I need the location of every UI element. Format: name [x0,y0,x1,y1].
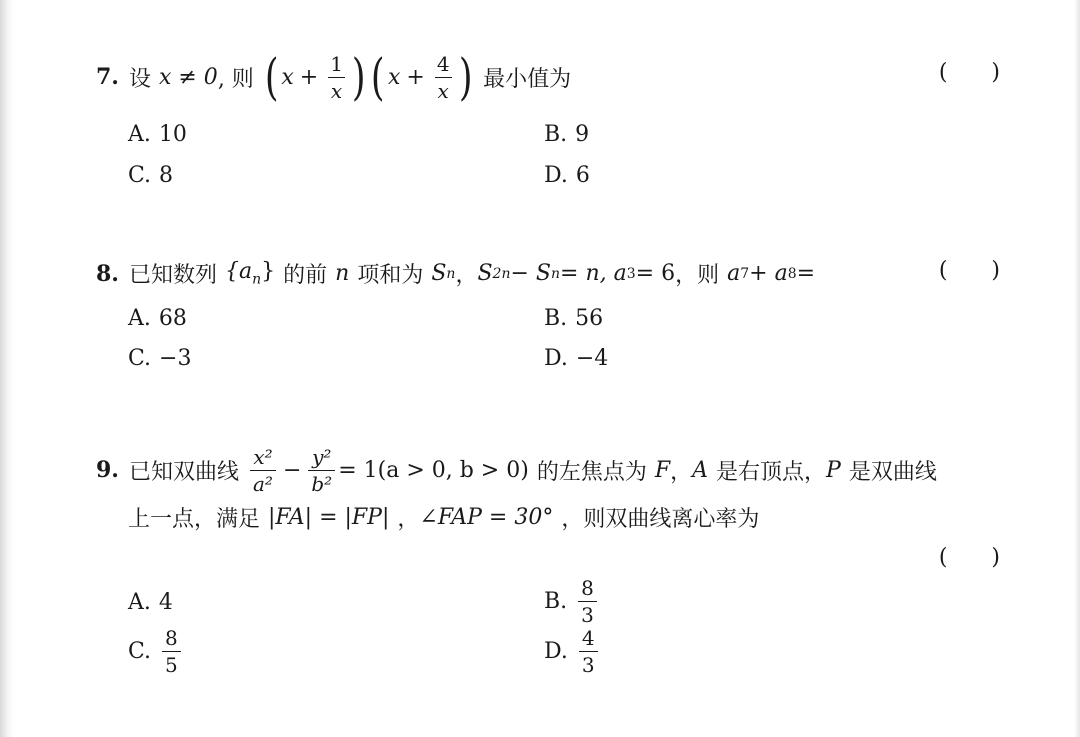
plus-sign: + [406,64,425,90]
question-number: 8. [96,260,119,287]
option-b[interactable] [544,578,600,625]
denominator: 3 [579,651,598,675]
paren-open: ( [938,258,948,283]
option-label: A. [128,590,151,615]
option-c[interactable] [128,628,184,675]
relation: S [477,261,493,286]
question-7-stem [96,42,1000,112]
question-number: 9. [96,457,119,483]
question-number: 7. [96,64,119,90]
expr-x: x [281,64,294,90]
answer-blank[interactable] [939,60,1000,85]
option-value: 6 [575,163,590,188]
subscript: 7 [740,265,750,282]
subscript: 3 [626,265,636,282]
paren-open: ( [938,60,948,85]
option-fraction [578,578,597,625]
option-fraction [579,628,598,675]
stem-text: , 则 [217,66,254,92]
expr-x: x [387,64,401,90]
stem-text: 的前 [283,263,328,288]
option-label: D. [544,346,568,371]
option-d[interactable] [544,163,590,188]
denominator: b² [308,470,335,494]
stem-text: 是双曲线 [848,459,937,485]
paren-close: ) [991,545,1000,570]
option-value: 68 [158,306,187,331]
stem-text: 已知双曲线 [128,459,239,485]
option-fraction [162,628,181,675]
question-9-line2 [96,502,1000,534]
numerator: 4 [581,626,595,650]
fraction-1-over-x [327,51,346,103]
seq-symbol: {a [224,259,253,285]
question-7 [96,42,1000,112]
left-paren: ( [371,48,386,106]
stem-text: ， [670,459,693,485]
option-label: C. [128,163,152,188]
stem-text: 上一点，满足 [128,507,261,532]
fraction-y2-over-b2 [308,444,335,496]
plus-sign: + [299,64,319,90]
var-s: S [431,261,447,286]
option-d[interactable] [544,346,608,371]
ask-expr: a [727,261,741,286]
option-label: D. [544,163,568,188]
stem-text: 的左焦点为 [536,459,647,485]
option-a[interactable] [128,590,173,615]
subscript: n [446,265,456,282]
option-label: A. [128,306,151,331]
minus-sign: − [282,457,302,483]
numerator: 1 [330,51,343,76]
page-edge-shadow-right [1074,0,1080,737]
var-n: n [335,261,350,286]
option-value: 4 [158,590,173,615]
option-label: B. [544,589,568,614]
option-label: C. [128,639,152,664]
paren-close: ) [991,60,1000,85]
question-8-stem [96,258,1000,289]
equation-condition: = 1(a > 0, b > 0) [338,457,529,483]
option-d[interactable] [544,628,601,675]
question-8 [96,258,1000,290]
stem-text: 是右顶点， [716,459,827,485]
relation: = 6 [635,261,676,286]
option-value: 56 [575,306,604,331]
stem-text: ， [397,507,420,532]
page-edge-shadow [0,0,14,737]
relation: − S [510,261,551,286]
option-a[interactable] [128,306,187,331]
denominator: 3 [578,601,597,625]
left-paren: ( [264,48,279,106]
numerator: 4 [436,51,450,76]
option-label: B. [544,306,568,331]
option-value: 9 [575,122,590,147]
stem-text: 已知数列 [128,263,217,288]
ask-expr: = [796,261,816,286]
option-b[interactable] [544,306,603,331]
option-value: −3 [159,346,192,371]
denominator: x [435,77,452,101]
angle-condition: ∠FAP = 30° [419,505,554,530]
option-c[interactable] [128,346,191,371]
fraction-4-over-x [434,51,453,103]
right-paren: ) [351,48,366,106]
option-label: A. [128,122,151,147]
question-9-stem-line2 [96,502,1000,533]
question-9-answer-row [96,545,1000,577]
option-a[interactable] [128,122,187,147]
question-9 [96,440,1000,500]
option-label: B. [544,122,568,147]
paren-open: ( [938,545,948,570]
option-b[interactable] [544,122,589,147]
var-p: P [826,457,841,483]
ask-expr: + a [749,261,788,286]
relation: = n, a [560,261,627,286]
stem-text: ，则 [675,263,720,288]
stem-text: ， [455,263,478,288]
option-label: C. [128,346,152,371]
option-value: 10 [158,122,187,147]
var-a: A [692,457,708,483]
var-f: F [654,457,671,483]
numerator: 8 [165,626,178,650]
option-value: 8 [159,163,174,188]
question-9-stem-line1 [96,440,1000,500]
subscript: n [252,271,262,288]
stem-text: ，则双曲线离心率为 [561,507,760,532]
right-paren: ) [458,48,473,106]
stem-text: 项和为 [357,263,424,288]
answer-blank[interactable] [939,545,1000,570]
paren-close: ) [991,258,1000,283]
subscript: 8 [787,265,797,282]
seq-close: } [261,259,276,285]
option-c[interactable] [128,163,173,188]
fraction-x2-over-a2 [250,444,276,496]
numerator: 8 [581,576,594,600]
subscript: 2n [492,265,511,282]
abs-condition: |FA| = |FP| [268,505,390,530]
condition: x ≠ 0 [158,64,218,90]
stem-text: 最小值为 [483,66,572,92]
sequence [225,259,275,287]
denominator: a² [250,470,276,494]
stem-text: 设 [128,66,151,92]
denominator: x [328,77,345,101]
option-label: D. [544,639,568,664]
numerator: y² [312,444,332,469]
subscript: n [550,265,561,282]
denominator: 5 [162,651,181,675]
option-value: −4 [575,346,609,371]
answer-blank[interactable] [939,258,1000,283]
numerator: x² [253,444,273,469]
